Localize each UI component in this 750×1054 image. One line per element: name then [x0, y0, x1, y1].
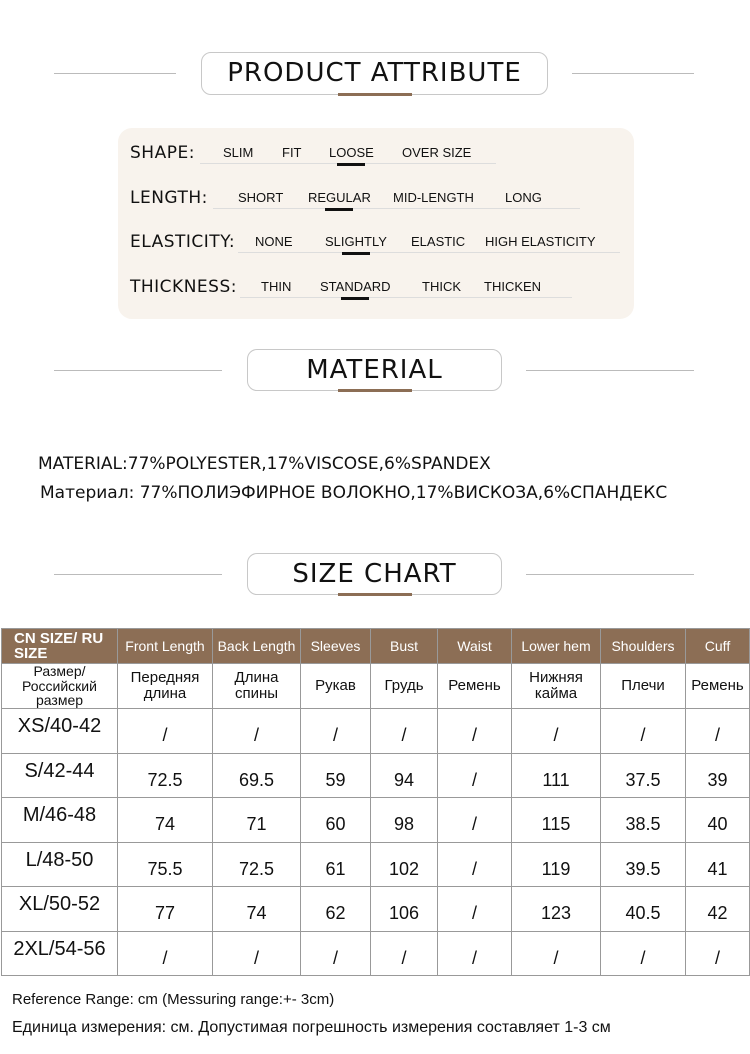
footer-ru: Единица измерения: см. Допустимая погрешность измерения составляет 1-3 см — [12, 1019, 611, 1036]
attribute-option-selected: LOOSE — [329, 145, 374, 160]
measurement-cell: 94 — [371, 753, 438, 798]
size-chart-table — [1, 628, 750, 976]
column-header-ru: Грудь — [371, 664, 438, 709]
measurement-cell: / — [438, 753, 512, 798]
column-header-ru: Ремень — [686, 664, 750, 709]
measurement-cell: 38.5 — [601, 798, 686, 843]
measurement-cell: 37.5 — [601, 753, 686, 798]
size-cell: L/48-50 — [2, 842, 118, 887]
column-header-ru: Нижняя кайма — [512, 664, 601, 709]
size-cell: S/42-44 — [2, 753, 118, 798]
measurement-cell: / — [601, 709, 686, 754]
attribute-option: SHORT — [238, 190, 284, 205]
attribute-option-selected: SLIGHTLY — [325, 234, 387, 249]
attribute-option: SLIM — [223, 145, 254, 160]
attribute-rule — [213, 208, 580, 209]
measurement-cell: 74 — [213, 887, 301, 932]
measurement-cell: 71 — [213, 798, 301, 843]
measurement-cell: / — [438, 709, 512, 754]
measurement-cell: / — [512, 709, 601, 754]
measurement-cell: 40 — [686, 798, 750, 843]
section-title-attribute — [201, 52, 548, 95]
divider — [526, 370, 694, 371]
section-title-text: SIZE CHART — [292, 559, 457, 589]
table-row — [2, 842, 750, 887]
measurement-cell: 59 — [301, 753, 371, 798]
attribute-option: THICKEN — [484, 279, 542, 294]
measurement-cell: / — [438, 887, 512, 932]
accent-bar — [338, 389, 412, 392]
table-row — [2, 709, 750, 754]
attribute-option: NONE — [255, 234, 293, 249]
measurement-cell: 69.5 — [213, 753, 301, 798]
attribute-option: HIGH ELASTICITY — [485, 234, 596, 249]
measurement-cell: 72.5 — [213, 842, 301, 887]
measurement-cell: / — [118, 931, 213, 976]
measurement-cell: / — [686, 931, 750, 976]
measurement-cell: / — [371, 709, 438, 754]
measurement-cell: 115 — [512, 798, 601, 843]
column-header-ru: Рукав — [301, 664, 371, 709]
measurement-cell: 40.5 — [601, 887, 686, 932]
measurement-cell: 106 — [371, 887, 438, 932]
column-header: Sleeves — [301, 629, 371, 664]
attribute-option: ELASTIC — [411, 234, 466, 249]
section-title-size-chart — [247, 553, 502, 595]
table-row — [2, 798, 750, 843]
measurement-cell: 61 — [301, 842, 371, 887]
material-value-en: 77%POLYESTER,17%VISCOSE,6%SPANDEX — [127, 454, 491, 474]
table-row — [2, 887, 750, 932]
material-label-en: MATERIAL: — [38, 454, 128, 474]
attribute-option: THIN — [261, 279, 292, 294]
section-title-text: MATERIAL — [306, 355, 443, 385]
attribute-label: SHAPE: — [130, 143, 195, 163]
measurement-cell: 41 — [686, 842, 750, 887]
column-header-ru: Размер/ Российский размер — [2, 664, 118, 709]
column-header: CN SIZE/ RU SIZE — [2, 629, 118, 664]
attribute-label: LENGTH: — [130, 188, 208, 208]
size-cell: M/46-48 — [2, 798, 118, 843]
measurement-cell: 98 — [371, 798, 438, 843]
column-header-ru: Плечи — [601, 664, 686, 709]
column-header: Bust — [371, 629, 438, 664]
measurement-cell: / — [301, 709, 371, 754]
footer-en: Reference Range: cm (Messuring range:+- 3cm) — [12, 991, 335, 1008]
divider — [526, 574, 694, 575]
measurement-cell: 39.5 — [601, 842, 686, 887]
accent-bar — [338, 593, 412, 596]
column-header-ru: Ремень — [438, 664, 512, 709]
measurement-cell: 119 — [512, 842, 601, 887]
column-header: Waist — [438, 629, 512, 664]
table-row — [2, 931, 750, 976]
attribute-option-selected: STANDARD — [320, 279, 391, 294]
column-header-ru: Длина спины — [213, 664, 301, 709]
column-header: Front Length — [118, 629, 213, 664]
column-header: Shoulders — [601, 629, 686, 664]
measurement-cell: / — [438, 798, 512, 843]
divider — [54, 574, 222, 575]
measurement-cell: / — [438, 931, 512, 976]
measurement-cell: / — [213, 709, 301, 754]
attribute-rule — [238, 252, 620, 253]
size-cell: 2XL/54-56 — [2, 931, 118, 976]
attribute-option: LONG — [505, 190, 542, 205]
attribute-rule — [240, 297, 572, 298]
measurement-cell: / — [301, 931, 371, 976]
column-header: Back Length — [213, 629, 301, 664]
measurement-cell: 77 — [118, 887, 213, 932]
section-title-material — [247, 349, 502, 391]
measurement-cell: 123 — [512, 887, 601, 932]
column-header: Cuff — [686, 629, 750, 664]
attribute-option: OVER SIZE — [402, 145, 472, 160]
column-header-ru: Передняя длина — [118, 664, 213, 709]
attribute-option: MID-LENGTH — [393, 190, 474, 205]
measurement-cell: / — [438, 842, 512, 887]
divider — [54, 73, 176, 74]
size-cell: XL/50-52 — [2, 887, 118, 932]
measurement-cell: / — [371, 931, 438, 976]
divider — [54, 370, 222, 371]
measurement-cell: / — [601, 931, 686, 976]
attribute-label: ELASTICITY: — [130, 232, 236, 252]
measurement-cell: 72.5 — [118, 753, 213, 798]
measurement-cell: 62 — [301, 887, 371, 932]
measurement-cell: 39 — [686, 753, 750, 798]
attribute-option: FIT — [282, 145, 302, 160]
attribute-label: THICKNESS: — [130, 277, 237, 297]
attribute-option-selected: REGULAR — [308, 190, 371, 205]
measurement-cell: 102 — [371, 842, 438, 887]
accent-bar — [338, 93, 412, 96]
attribute-option: THICK — [422, 279, 461, 294]
divider — [572, 73, 694, 74]
column-header: Lower hem — [512, 629, 601, 664]
measurement-cell: 74 — [118, 798, 213, 843]
material-value-ru: 77%ПОЛИЭФИРНОЕ ВОЛОКНО,17%ВИСКОЗА,6%СПАНДЕКС — [139, 483, 668, 503]
measurement-cell: 60 — [301, 798, 371, 843]
measurement-cell: / — [512, 931, 601, 976]
table-row — [2, 753, 750, 798]
material-label-ru: Материал: — [40, 483, 135, 503]
size-cell: XS/40-42 — [2, 709, 118, 754]
measurement-cell: / — [686, 709, 750, 754]
section-title-text: PRODUCT ATTRIBUTE — [227, 58, 522, 88]
measurement-cell: / — [118, 709, 213, 754]
measurement-cell: 42 — [686, 887, 750, 932]
measurement-cell: 75.5 — [118, 842, 213, 887]
measurement-cell: / — [213, 931, 301, 976]
measurement-cell: 111 — [512, 753, 601, 798]
